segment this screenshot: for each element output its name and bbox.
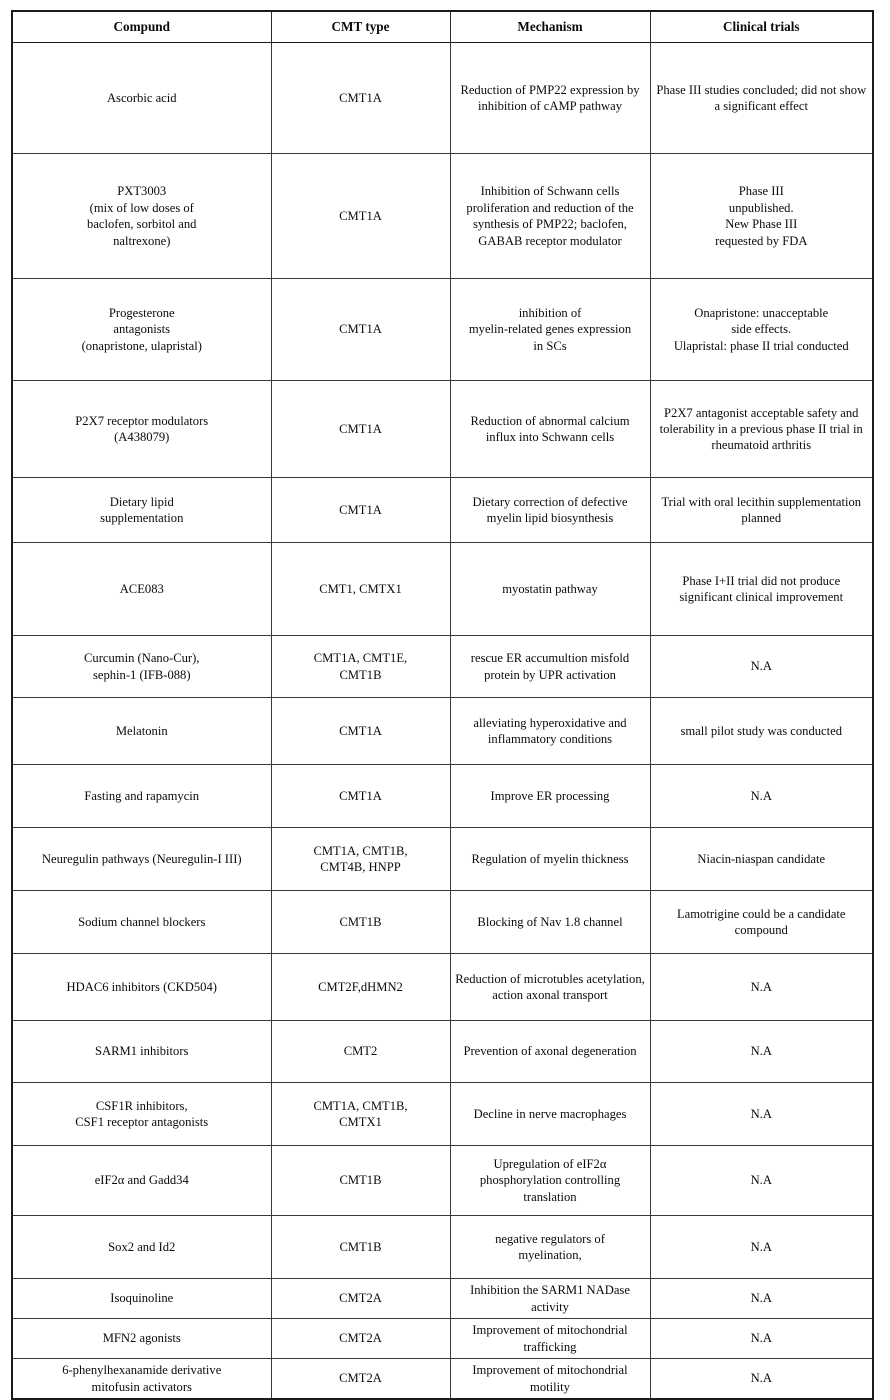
table-header-row [12,11,873,43]
cell-line: P2X7 receptor modulators [75,413,209,428]
cell-clinical_trials: Lamotrigine could be a candidate compound [650,891,873,954]
cell-mechanism: Dietary correction of defective myelin lipid biosynthesis [450,478,650,543]
table-row [12,1021,873,1083]
cell-line: PXT3003 [117,184,167,199]
table-row [12,954,873,1021]
cell-line: Curcumin (Nano-Cur), [84,651,200,666]
cell-cmt_type: CMT1A [271,478,450,543]
cell-mechanism: Reduction of abnormal calcium influx into Schwann cells [450,381,650,478]
cell-line: 6-phenylhexanamide derivative [62,1363,222,1378]
cell-cmt_type: CMT1B [271,891,450,954]
cell-line: (onapristone, ulapristal) [81,338,202,353]
cell-compound [12,478,271,543]
table-row [12,698,873,765]
cell-clinical_trials: N.A [650,636,873,698]
cell-line: CSF1R inhibitors, [95,1098,188,1113]
cell-mechanism: Regulation of myelin thickness [450,828,650,891]
column-header-mechanism: Mechanism [450,11,650,43]
cell-line: supplementation [100,511,184,526]
cell-mechanism: alleviating hyperoxidative and inflammatory conditions [450,698,650,765]
cell-compound: Ascorbic acid [12,43,271,154]
table-row [12,636,873,698]
cell-line: myelination, [518,1248,582,1263]
cell-mechanism: Inhibition the SARM1 NADase activity [450,1279,650,1319]
table-row [12,1279,873,1319]
cell-line: (mix of low doses of [89,200,194,215]
cell-line: Ulapristal: phase II trial conducted [673,338,849,353]
cell-cmt_type: CMT2 [271,1021,450,1083]
cell-clinical_trials: N.A [650,765,873,828]
table-row [12,381,873,478]
cell-line: in SCs [533,338,567,353]
cell-clinical_trials: N.A [650,1146,873,1216]
table-row [12,765,873,828]
cell-mechanism: Improve ER processing [450,765,650,828]
table-row [12,1359,873,1399]
cell-line: myelin-related genes expression [468,322,632,337]
cell-line: Phase III [738,184,784,199]
cell-clinical_trials: N.A [650,1083,873,1146]
cell-line: negative regulators of [495,1231,605,1246]
cell-compound: Isoquinoline [12,1279,271,1319]
table-row [12,478,873,543]
table-row [12,1216,873,1279]
table-row [12,154,873,279]
cell-clinical_trials: N.A [650,1319,873,1359]
cell-cmt_type: CMT2F,dHMN2 [271,954,450,1021]
column-header-compound: Compund [12,11,271,43]
cell-compound: MFN2 agonists [12,1319,271,1359]
cell-cmt_type: CMT2A [271,1359,450,1399]
cell-mechanism: rescue ER accumultion misfold protein by UPR activation [450,636,650,698]
cell-mechanism: myostatin pathway [450,543,650,636]
cell-line: baclofen, sorbitol and [87,217,197,232]
table-body [12,43,873,1399]
table-row [12,43,873,154]
cell-compound [12,154,271,279]
cell-mechanism: Improvement of mitochondrial motility [450,1359,650,1399]
cell-mechanism: Reduction of microtubles acetylation, action axonal transport [450,954,650,1021]
cell-cmt_type: CMT1A [271,154,450,279]
cell-line: Dietary lipid [109,494,174,509]
table-header [12,11,873,43]
cell-clinical_trials: Phase III studies concluded; did not show a significant effect [650,43,873,154]
cell-clinical_trials: P2X7 antagonist acceptable safety and tolerability in a previous phase II trial in rheumatoid arthritis [650,381,873,478]
column-header-cmt-type: CMT type [271,11,450,43]
cell-line: CSF1 receptor antagonists [75,1115,209,1130]
cell-line: CMT1A, CMT1B, [313,843,408,858]
table-row [12,828,873,891]
table-row [12,543,873,636]
cell-cmt_type [271,1083,450,1146]
cell-clinical_trials: small pilot study was conducted [650,698,873,765]
cell-cmt_type [271,636,450,698]
cell-line: CMT4B, HNPP [320,860,401,875]
cell-line: requested by FDA [715,233,808,248]
cell-clinical_trials: Niacin-niaspan candidate [650,828,873,891]
cell-cmt_type: CMT2A [271,1319,450,1359]
cell-cmt_type: CMT1A [271,765,450,828]
cell-clinical_trials: N.A [650,1279,873,1319]
cell-compound [12,1359,271,1399]
cell-line: CMTX1 [339,1115,382,1130]
cell-line: naltrexone) [113,233,171,248]
cell-compound [12,1083,271,1146]
cell-clinical_trials: Trial with oral lecithin supplementation planned [650,478,873,543]
cell-clinical_trials: N.A [650,1216,873,1279]
cell-mechanism: Upregulation of eIF2α phosphorylation controlling translation [450,1146,650,1216]
column-header-clinical-trials: Clinical trials [650,11,873,43]
cell-cmt_type: CMT1B [271,1216,450,1279]
cell-cmt_type: CMT1A [271,698,450,765]
cell-mechanism [450,279,650,381]
cell-line: Progesterone [108,306,175,321]
cell-cmt_type [271,828,450,891]
cell-line: Onapristone: unacceptable [694,306,829,321]
cell-line: New Phase III [725,217,798,232]
cell-mechanism: Decline in nerve macrophages [450,1083,650,1146]
cell-line: CMT1A, CMT1B, [313,1098,408,1113]
table-row [12,1319,873,1359]
cell-compound: eIF2α and Gadd34 [12,1146,271,1216]
cell-mechanism: Inhibition of Schwann cells proliferation and reduction of the synthesis of PMP22; baclofen, GABAB receptor modulator [450,154,650,279]
cell-clinical_trials: N.A [650,1021,873,1083]
cell-cmt_type: CMT1, CMTX1 [271,543,450,636]
cell-line: unpublished. [728,200,794,215]
cell-mechanism [450,1216,650,1279]
cell-line: (A438079) [114,430,170,445]
cell-clinical_trials: N.A [650,1359,873,1399]
cell-mechanism: Blocking of Nav 1.8 channel [450,891,650,954]
cell-line: side effects. [731,322,792,337]
cell-compound: Fasting and rapamycin [12,765,271,828]
cell-clinical_trials [650,279,873,381]
cell-clinical_trials: N.A [650,954,873,1021]
cell-compound: Melatonin [12,698,271,765]
table-row [12,1083,873,1146]
table-row [12,279,873,381]
cell-compound [12,636,271,698]
cell-compound [12,279,271,381]
cell-cmt_type: CMT2A [271,1279,450,1319]
cell-compound: Sox2 and Id2 [12,1216,271,1279]
cell-line: CMT1A, CMT1E, [313,651,408,666]
cell-mechanism: Prevention of axonal degeneration [450,1021,650,1083]
table-row [12,891,873,954]
cell-compound: ACE083 [12,543,271,636]
cell-line: antagonists [113,322,171,337]
table-row [12,1146,873,1216]
cell-compound [12,381,271,478]
cell-line: inhibition of [518,306,582,321]
cmt-therapies-table [11,10,874,1400]
cell-cmt_type: CMT1A [271,279,450,381]
cell-mechanism: Reduction of PMP22 expression by inhibition of cAMP pathway [450,43,650,154]
cell-clinical_trials: Phase I+II trial did not produce significant clinical improvement [650,543,873,636]
cell-compound: Neuregulin pathways (Neuregulin-I III) [12,828,271,891]
cell-cmt_type: CMT1B [271,1146,450,1216]
cell-cmt_type: CMT1A [271,43,450,154]
cell-line: sephin-1 (IFB-088) [92,667,191,682]
cell-line: mitofusin activators [91,1379,192,1394]
cell-line: CMT1B [339,667,382,682]
cell-compound: HDAC6 inhibitors (CKD504) [12,954,271,1021]
cell-clinical_trials [650,154,873,279]
cell-mechanism: Improvement of mitochondrial trafficking [450,1319,650,1359]
cell-compound: SARM1 inhibitors [12,1021,271,1083]
cell-compound: Sodium channel blockers [12,891,271,954]
cell-cmt_type: CMT1A [271,381,450,478]
